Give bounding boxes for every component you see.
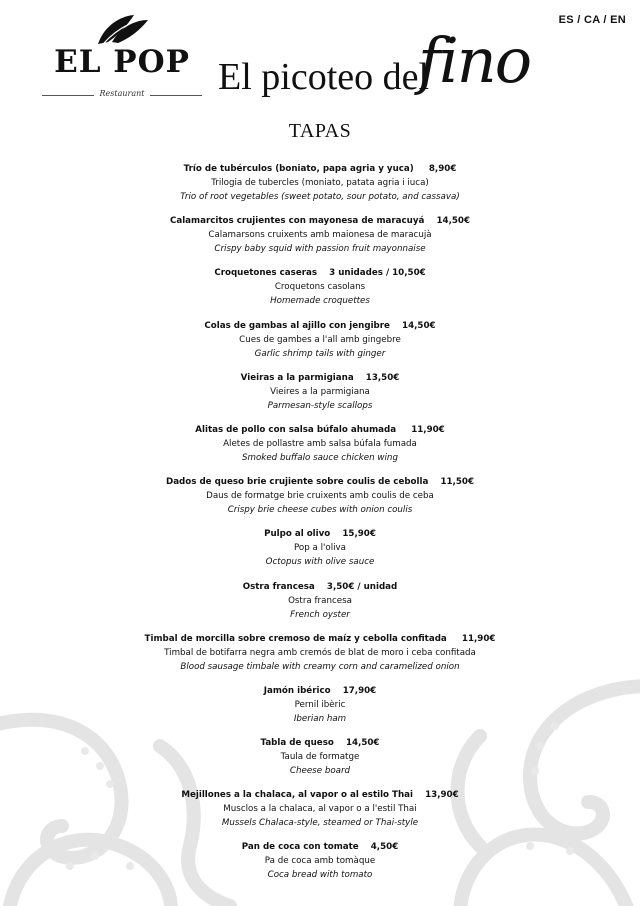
menu-item-price: 13,50€ xyxy=(365,372,400,383)
menu-item-ca: Cues de gambes a l'all amb gingebre xyxy=(239,334,401,345)
menu-item xyxy=(0,266,640,318)
menu-item xyxy=(0,371,640,423)
menu-item-en: Cheese board xyxy=(289,766,351,777)
menu-item-en: Homemade croquettes xyxy=(270,296,370,307)
menu-item-name: Mejillones a la chalaca, al vapor o al estilo Thai 13,90€ xyxy=(181,790,459,801)
menu-item-en: Trio of root vegetables (sweet potato, sour potato, and cassava) xyxy=(180,192,460,202)
menu-item-price: 14,50€ xyxy=(436,216,471,227)
menu-item-name: Tabla de queso 14,50€ xyxy=(260,738,380,749)
menu-item-name: Alitas de pollo con salsa búfalo ahumada 11,90€ xyxy=(195,424,445,435)
leaf-logo-icon xyxy=(94,12,150,46)
menu-item-ca: Pop a l'oliva xyxy=(293,543,346,554)
language-selector[interactable]: ES / CA / EN xyxy=(558,14,626,26)
menu-item-ca: Timbal de botifarra negra amb cremós de blat de moro i ceba confitada xyxy=(164,647,476,658)
brand-subtitle-row xyxy=(42,88,202,102)
menu-item xyxy=(0,423,640,475)
menu-item-price: 11,90€ xyxy=(411,424,445,435)
menu-item-ca: Ostra francesa xyxy=(288,595,352,606)
menu-item-name: Timbal de morcilla sobre cremoso de maíz y cebolla confitada 11,90€ xyxy=(144,633,496,644)
menu-item-price: 11,50€ xyxy=(440,477,474,488)
menu-item xyxy=(0,475,640,527)
menu-item-name: Ostra francesa 3,50€ / unidad xyxy=(242,581,398,592)
menu-item-ca: Pa de coca amb tomàque xyxy=(264,856,376,867)
menu-item-en: Blood sausage timbale with creamy corn and caramelized onion xyxy=(180,661,460,672)
menu-item-ca: Croquetons casolans xyxy=(274,282,366,293)
menu-item-en: Iberian ham xyxy=(293,713,347,724)
menu-item-price: 15,90€ xyxy=(342,529,376,540)
menu-item-en: French oyster xyxy=(290,609,350,620)
menu-list xyxy=(0,162,640,893)
menu-item-ca: Trilogia de tubercles (moniato, patata agria i iuca) xyxy=(211,178,429,188)
menu-item-en: Mussels Chalaca-style, steamed or Thai-style xyxy=(221,818,419,829)
menu-item-name: Pan de coca con tomate 4,50€ xyxy=(241,842,399,853)
menu-item xyxy=(0,736,640,788)
menu-item-en: Octopus with olive sauce xyxy=(265,557,375,568)
menu-item-ca: Aletes de pollastre amb salsa búfala fumada xyxy=(223,438,417,449)
menu-item xyxy=(0,214,640,266)
menu-item-name: Trío de tubérculos (boniato, papa agria y yuca) 8,90€ xyxy=(183,164,457,174)
menu-item-price: 3 unidades / 10,50€ xyxy=(329,268,426,279)
menu-item-ca: Pernil ibèric xyxy=(294,699,346,710)
menu-item-ca: Musclos a la chalaca, al vapor o a l'estil Thai xyxy=(223,804,417,815)
page-headline-script: fino xyxy=(418,24,531,97)
menu-item-price: 8,90€ xyxy=(428,164,457,174)
menu-item-price: 13,90€ xyxy=(425,790,459,801)
menu-item-name: Pulpo al olivo 15,90€ xyxy=(264,529,376,540)
menu-item-ca: Daus de formatge brie cruixents amb coulis de ceba xyxy=(206,491,434,502)
menu-item-name: Croquetones caseras 3 unidades / 10,50€ xyxy=(214,268,426,279)
menu-item-en: Garlic shrimp tails with ginger xyxy=(254,348,386,359)
brand-logo xyxy=(42,8,202,98)
menu-item-price: 14,50€ xyxy=(402,320,436,331)
divider xyxy=(150,95,202,96)
menu-item-ca: Taula de formatge xyxy=(280,752,360,763)
brand-name: EL POP xyxy=(54,44,190,80)
menu-item xyxy=(0,788,640,840)
menu-item xyxy=(0,527,640,579)
menu-item-price: 4,50€ xyxy=(370,842,399,853)
menu-item xyxy=(0,580,640,632)
menu-item-price: 14,50€ xyxy=(345,738,380,749)
menu-item-ca: Vieires a la parmigiana xyxy=(270,386,370,397)
menu-item xyxy=(0,319,640,371)
menu-item-en: Crispy brie cheese cubes with onion coulis xyxy=(227,505,413,516)
menu-item-en: Parmesan-style scallops xyxy=(267,400,373,411)
menu-item-price: 11,90€ xyxy=(461,633,496,644)
menu-item xyxy=(0,684,640,736)
divider xyxy=(42,95,94,96)
menu-item xyxy=(0,162,640,214)
menu-item-name: Calamarcitos crujientes con mayonesa de maracuyá 14,50€ xyxy=(169,216,471,227)
page-headline: El picoteo del xyxy=(218,56,430,98)
menu-item-price: 3,50€ / unidad xyxy=(326,581,398,592)
section-title: TAPAS xyxy=(288,120,352,142)
menu-item-name: Dados de queso brie crujiente sobre coulis de cebolla 11,50€ xyxy=(165,477,474,488)
menu-item-name: Vieiras a la parmigiana 13,50€ xyxy=(240,372,400,383)
brand-subtitle: Restaurant xyxy=(99,89,145,98)
menu-item xyxy=(0,840,640,892)
menu-item-en: Coca bread with tomato xyxy=(267,870,373,881)
menu-item-name: Jamón ibérico 17,90€ xyxy=(263,685,377,696)
menu-item-en: Smoked buffalo sauce chicken wing xyxy=(242,452,398,463)
menu-item-price: 17,90€ xyxy=(342,685,377,696)
menu-item-ca: Calamarsons cruixents amb maionesa de maracujà xyxy=(208,230,432,241)
menu-item xyxy=(0,632,640,684)
menu-item-en: Crispy baby squid with passion fruit mayonnaise xyxy=(214,244,426,255)
menu-item-name: Colas de gambas al ajillo con jengibre 14,50€ xyxy=(204,320,436,331)
